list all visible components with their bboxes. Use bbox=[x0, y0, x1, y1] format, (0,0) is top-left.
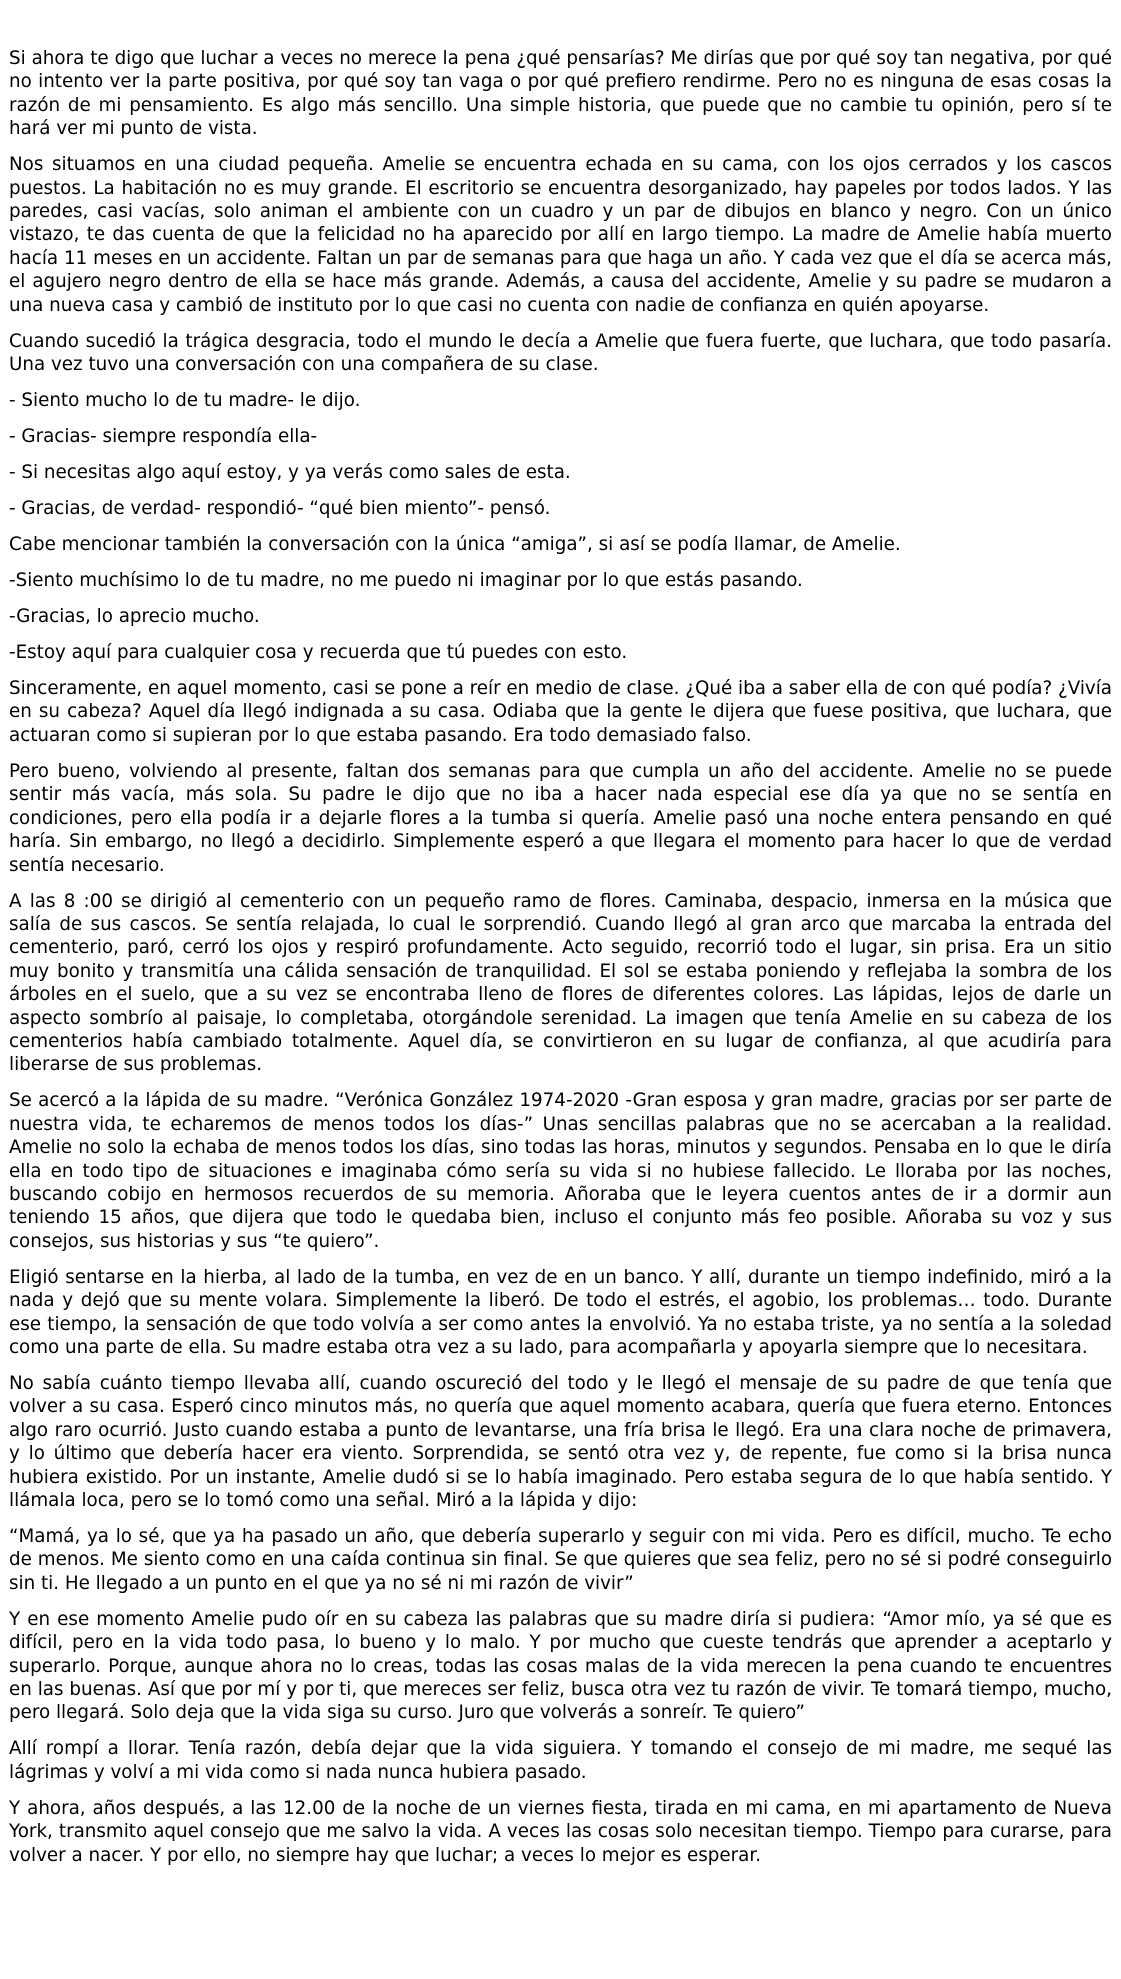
paragraph-friend-intro: Cabe mencionar también la conversación con la única “amiga”, si así se podía llamar, de Amelie. bbox=[9, 534, 901, 556]
paragraph-intro: Si ahora te digo que luchar a veces no merece la pena ¿qué pensarías? Me dirías que por qué soy tan negativa, por qué no intento ver la parte positiva, por qué soy tan vaga o por qué prefiero rendirme. Pero no es ninguna de esas cosas la razón de mi pensamiento. Es algo más sencillo. Una simple historia, que puede que no cambie tu opinión, pero sí te hará ver mi punto de vista. bbox=[9, 48, 1112, 140]
paragraph-gravestone: Se acercó a la lápida de su madre. “Verónica González 1974-2020 -Gran esposa y gran madre, gracias por ser parte de nuestra vida, te echaremos de menos todos los días-” Unas sencillas palabras que no se acercaban a la realidad. Amelie no solo la echaba de menos todos los días, sino todas las horas, minutos y segundos. Pensaba en lo que le diría ella en todo tipo de situaciones e imaginaba cómo sería su vida si no hubiese fallecido. Le lloraba por las noches, buscando cobijo en hermosos recuerdos de su memoria. Añoraba que le leyera cuentos antes de ir a dormir aun teniendo 15 años, que dijera que todo le quedaba bien, incluso el conjunto más feo posible. Añoraba su voz y sus consejos, sus historias y sus “te quiero”. bbox=[9, 1090, 1112, 1252]
paragraph-reaction: Sinceramente, en aquel momento, casi se pone a reír en medio de clase. ¿Qué iba a saber ella de con qué podía? ¿Vivía en su cabeza? Aquel día llegó indignada a su casa. Odiaba que la gente le dijera que fuese positiva, que luchara, que actuaran como si supieran por lo que estaba pasando. Era todo demasiado falso. bbox=[9, 678, 1112, 746]
dialogue-line: - Gracias, de verdad- respondió- “qué bien miento”- pensó. bbox=[9, 498, 551, 520]
paragraph-tragedy: Cuando sucedió la trágica desgracia, todo el mundo le decía a Amelie que fuera fuerte, que luchara, que todo pasaría. Una vez tuvo una conversación con una compañera de su clase. bbox=[9, 330, 1112, 376]
dialogue-line: - Siento mucho lo de tu madre- le dijo. bbox=[9, 390, 361, 412]
paragraph-ending: Y ahora, años después, a las 12.00 de la noche de un viernes fiesta, tirada en mi cama, en mi apartamento de Nueva York, transmito aquel consejo que me salvo la vida. A veces las cosas solo necesitan tiempo. Tiempo para curarse, para volver a nacer. Y por ello, no siempre hay que luchar; a veces lo mejor es esperar. bbox=[9, 1797, 1112, 1866]
paragraph-present: Pero bueno, volviendo al presente, faltan dos semanas para que cumpla un año del accidente. Amelie no se puede sentir más vacía, más sola. Su padre le dijo que no iba a hacer nada especial ese día ya que no se sentía en condiciones, pero ella podía ir a dejarle flores a la tumba si quería. Amelie pasó una noche entera pensando en qué haría. Sin embargo, no llegó a decidirlo. Simplemente esperó a que llegara el momento para hacer lo que de verdad sentía necesario. bbox=[9, 760, 1112, 876]
dialogue-line: -Estoy aquí para cualquier cosa y recuerda que tú puedes con esto. bbox=[9, 642, 628, 664]
dialogue-line: - Gracias- siempre respondía ella- bbox=[9, 426, 318, 448]
paragraph-setting: Nos situamos en una ciudad pequeña. Amelie se encuentra echada en su cama, con los ojos cerrados y los cascos puestos. La habitación no es muy grande. El escritorio se encuentra desorganizado, hay papeles por todos lados. Y las paredes, casi vacías, solo animan el ambiente con un cuadro y un par de dibujos en blanco y negro. Con un único vistazo, te das cuenta de que la felicidad no ha aparecido por allí en largo tiempo. La madre de Amelie había muerto hacía 11 meses en un accidente. Faltan un par de semanas para que haga un año. Y cada vez que el día se acerca más, el agujero negro dentro de ella se hace más grande. Además, a causa del accidente, Amelie y su padre se mudaron a una nueva casa y cambió de instituto por lo que casi no cuenta con nadie de confianza en quién apoyarse. bbox=[9, 154, 1112, 316]
paragraph-mother-voice: Y en ese momento Amelie pudo oír en su cabeza las palabras que su madre diría si pudiera: “Amor mío, ya sé que es difícil, pero en la vida todo pasa, lo bueno y lo malo. Y por mucho que cueste tendrás que aprender a aceptarlo y superarlo. Porque, aunque ahora no lo creas, todas las cosas malas de la vida merecen la pena cuando te encuentres en las buenas. Así que por mí y por ti, que mereces ser feliz, busca otra vez tu razón de vivir. Te tomará tiempo, mucho, pero llegará. Solo deja que la vida siga su curso. Juro que volverás a sonreír. Te quiero” bbox=[9, 1608, 1112, 1724]
dialogue-line: - Si necesitas algo aquí estoy, y ya verás como sales de esta. bbox=[9, 462, 571, 484]
paragraph-cemetery: A las 8 :00 se dirigió al cementerio con un pequeño ramo de flores. Caminaba, despacio, inmersa en la música que salía de sus cascos. Se sentía relajada, lo cual le sorprendió. Cuando llegó al gran arco que marcaba la entrada del cementerio, paró, cerró los ojos y respiró profundamente. Acto seguido, recorrió todo el lugar, sin prisa. Era un sitio muy bonito y transmitía una cálida sensación de tranquilidad. El sol se estaba poniendo y reflejaba la sombra de los árboles en el suelo, que a su vez se encontraba lleno de flores de diferentes colores. Las lápidas, lejos de darle un aspecto sombrío al paisaje, lo completaba, otorgándole serenidad. La imagen que tenía Amelie en su cabeza de los cementerios había cambiado totalmente. Aquel día, se convirtieron en su lugar de confianza, al que acudiría para liberarse de sus problemas. bbox=[9, 890, 1112, 1076]
paragraph-speech: “Mamá, ya lo sé, que ya ha pasado un año, que debería superarlo y seguir con mi vida. Pero es difícil, mucho. Te echo de menos. Me siento como en una caída continua sin final. Se que quieres que sea feliz, pero no sé si podré conseguirlo sin ti. He llegado a un punto en el que ya no sé ni mi razón de vivir” bbox=[9, 1526, 1112, 1594]
paragraph-grass: Eligió sentarse en la hierba, al lado de la tumba, en vez de en un banco. Y allí, durante un tiempo indefinido, miró a la nada y dejó que su mente volara. Simplemente la liberó. De todo el estrés, el agobio, los problemas… todo. Durante ese tiempo, la sensación de que todo volvía a ser como antes la envolvió. Ya no estaba triste, ya no sentía a la soledad como una parte de ella. Su madre estaba otra vez a su lado, para acompañarla y apoyarla siempre que lo necesitara. bbox=[9, 1266, 1112, 1358]
dialogue-line: -Siento muchísimo lo de tu madre, no me puedo ni imaginar por lo que estás pasando. bbox=[9, 570, 803, 592]
dialogue-line: -Gracias, lo aprecio mucho. bbox=[9, 606, 260, 628]
paragraph-tears: Allí rompí a llorar. Tenía razón, debía dejar que la vida siguiera. Y tomando el consejo de mi madre, me sequé las lágrimas y volví a mi vida como si nada nunca hubiera pasado. bbox=[9, 1738, 1112, 1783]
paragraph-breeze: No sabía cuánto tiempo llevaba allí, cuando oscureció del todo y le llegó el mensaje de su padre de que tenía que volver a su casa. Esperó cinco minutos más, no quería que aquel momento acabara, quería que fuera eterno. Entonces algo raro ocurrió. Justo cuando estaba a punto de levantarse, una fría brisa le llegó. Era una clara noche de primavera, y lo último que debería hacer era viento. Sorprendida, se sentó otra vez y, de repente, fue como si la brisa nunca hubiera existido. Por un instante, Amelie dudó si se lo había imaginado. Pero estaba segura de lo que había sentido. Y llámala loca, pero se lo tomó como una señal. Miró a la lápida y dijo: bbox=[9, 1373, 1112, 1512]
